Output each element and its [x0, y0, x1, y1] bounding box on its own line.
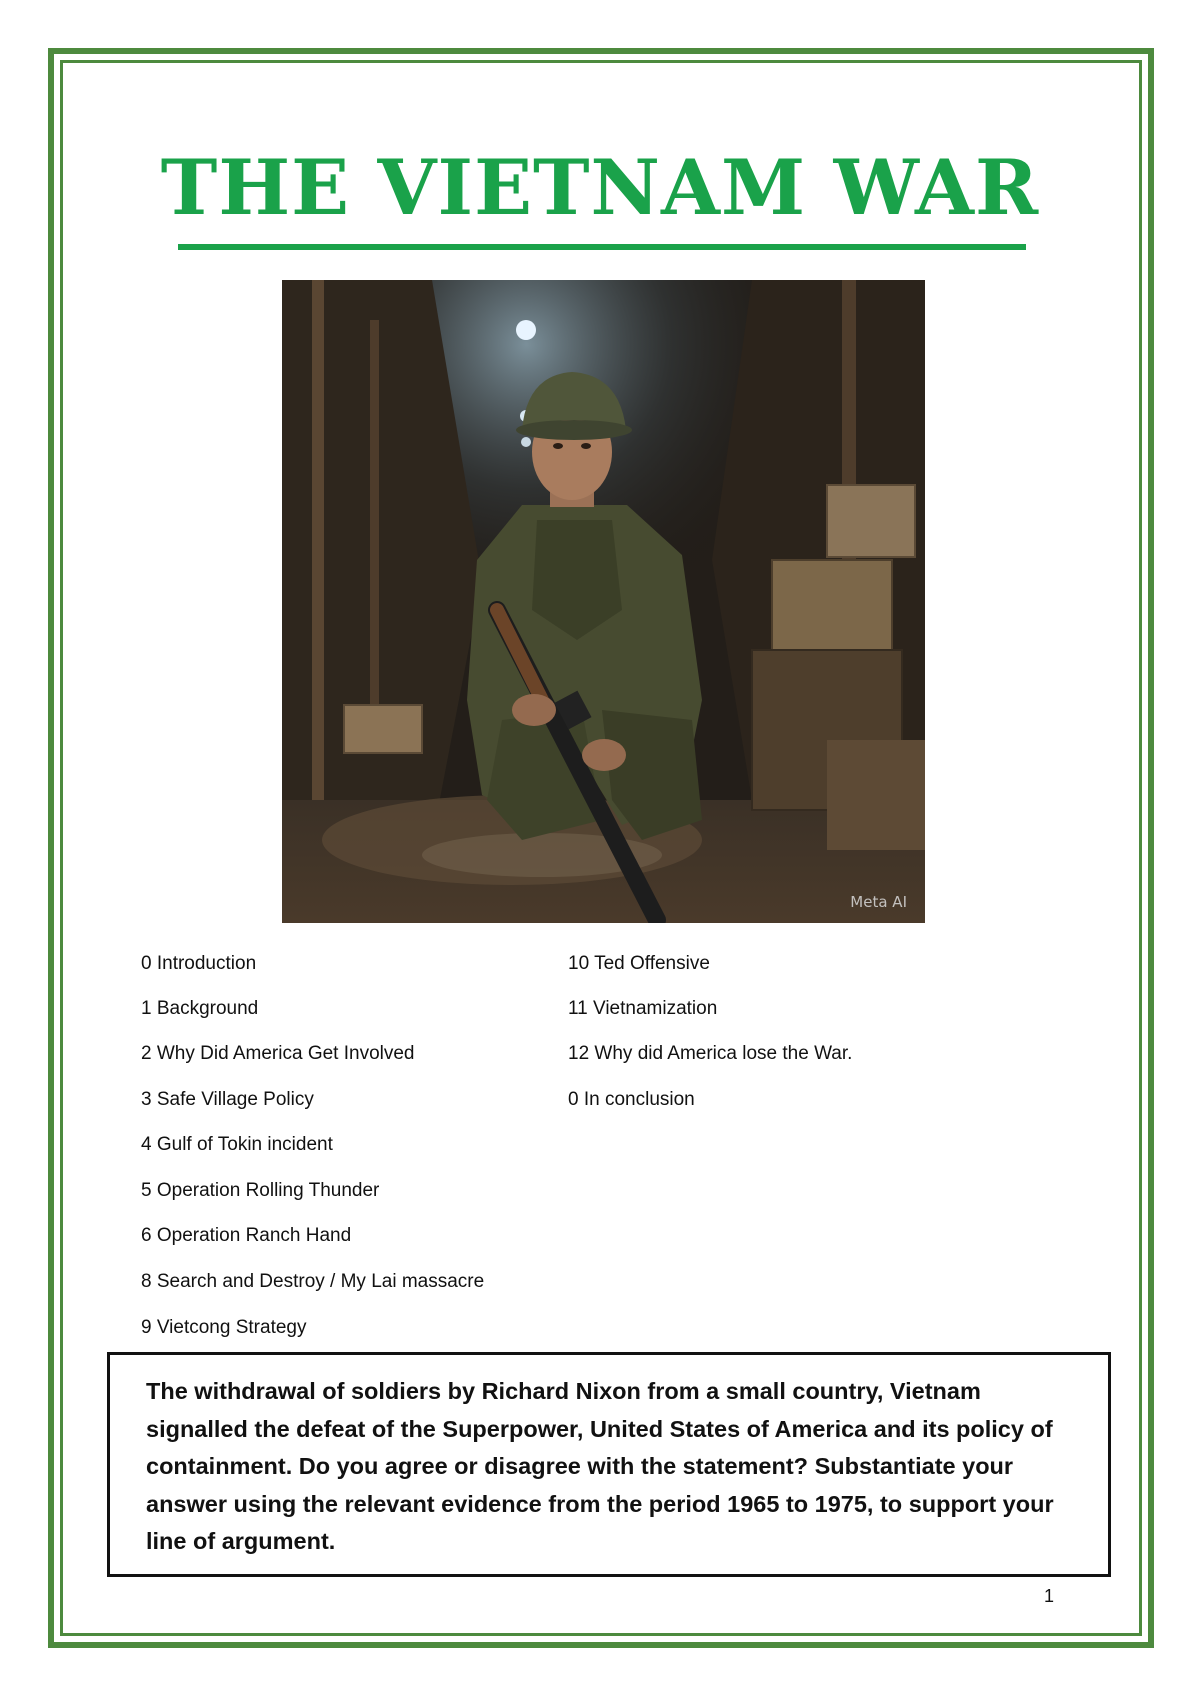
contents-item: 5 Operation Rolling Thunder [141, 1180, 380, 1201]
contents-right-column [568, 953, 988, 1110]
contents-item: 9 Vietcong Strategy [141, 1317, 307, 1338]
document-title: THE VIETNAM WAR [160, 143, 1040, 232]
contents-item: 3 Safe Village Policy [141, 1089, 314, 1110]
meta-ai-watermark: Meta AI [850, 893, 907, 911]
contents-item: 1 Background [141, 998, 259, 1019]
page-number: 1 [1044, 1586, 1055, 1606]
essay-question-text: The withdrawal of soldiers by Richard Nixon from a small country, Vietnam signalled the defeat of the Superpower, United States of America and its policy of containment. Do you agree or disagree with the statement? Substantiate your answer using the relevant evidence from the period 1965 to 1975, to support your line of argument. [146, 1378, 1054, 1554]
cover-photo-soldier-in-tunnel [282, 280, 925, 923]
contents-item: 2 Why Did America Get Involved [141, 1043, 415, 1064]
title-underline [178, 244, 1026, 250]
contents-item: 0 In conclusion [568, 1089, 695, 1110]
contents-item: 4 Gulf of Tokin incident [141, 1134, 333, 1155]
contents-item: 6 Operation Ranch Hand [141, 1225, 352, 1246]
contents-left-column [141, 954, 561, 1354]
soldier-illustration [282, 280, 925, 923]
contents-item: 11 Vietnamization [568, 998, 718, 1019]
contents-item: 0 Introduction [141, 953, 257, 974]
contents-item: 12 Why did America lose the War. [568, 1043, 853, 1064]
essay-question-box [107, 1352, 1111, 1577]
contents-item: 10 Ted Offensive [568, 953, 710, 974]
contents-item: 8 Search and Destroy / My Lai massacre [141, 1271, 485, 1292]
